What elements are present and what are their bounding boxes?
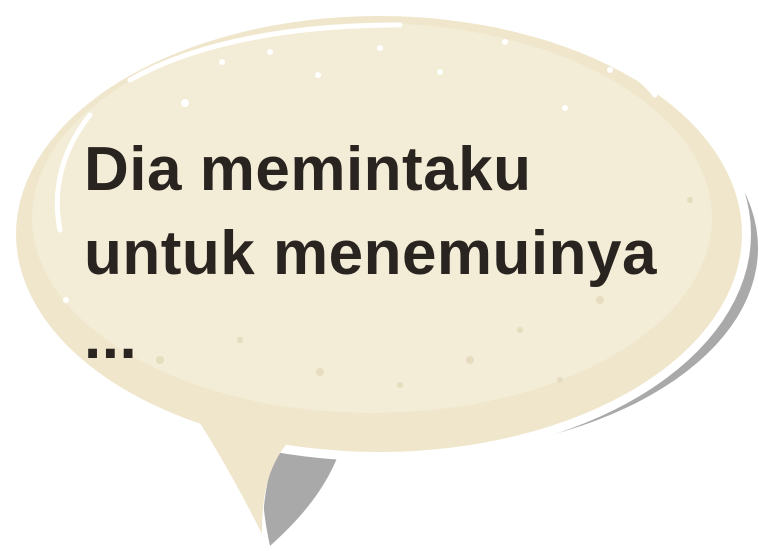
speech-bubble-text [84, 128, 724, 380]
speech-line-1: Dia memintaku [84, 135, 532, 204]
speech-line-2: untuk menemuinya [84, 219, 657, 288]
speech-line-3: ... [84, 303, 138, 372]
